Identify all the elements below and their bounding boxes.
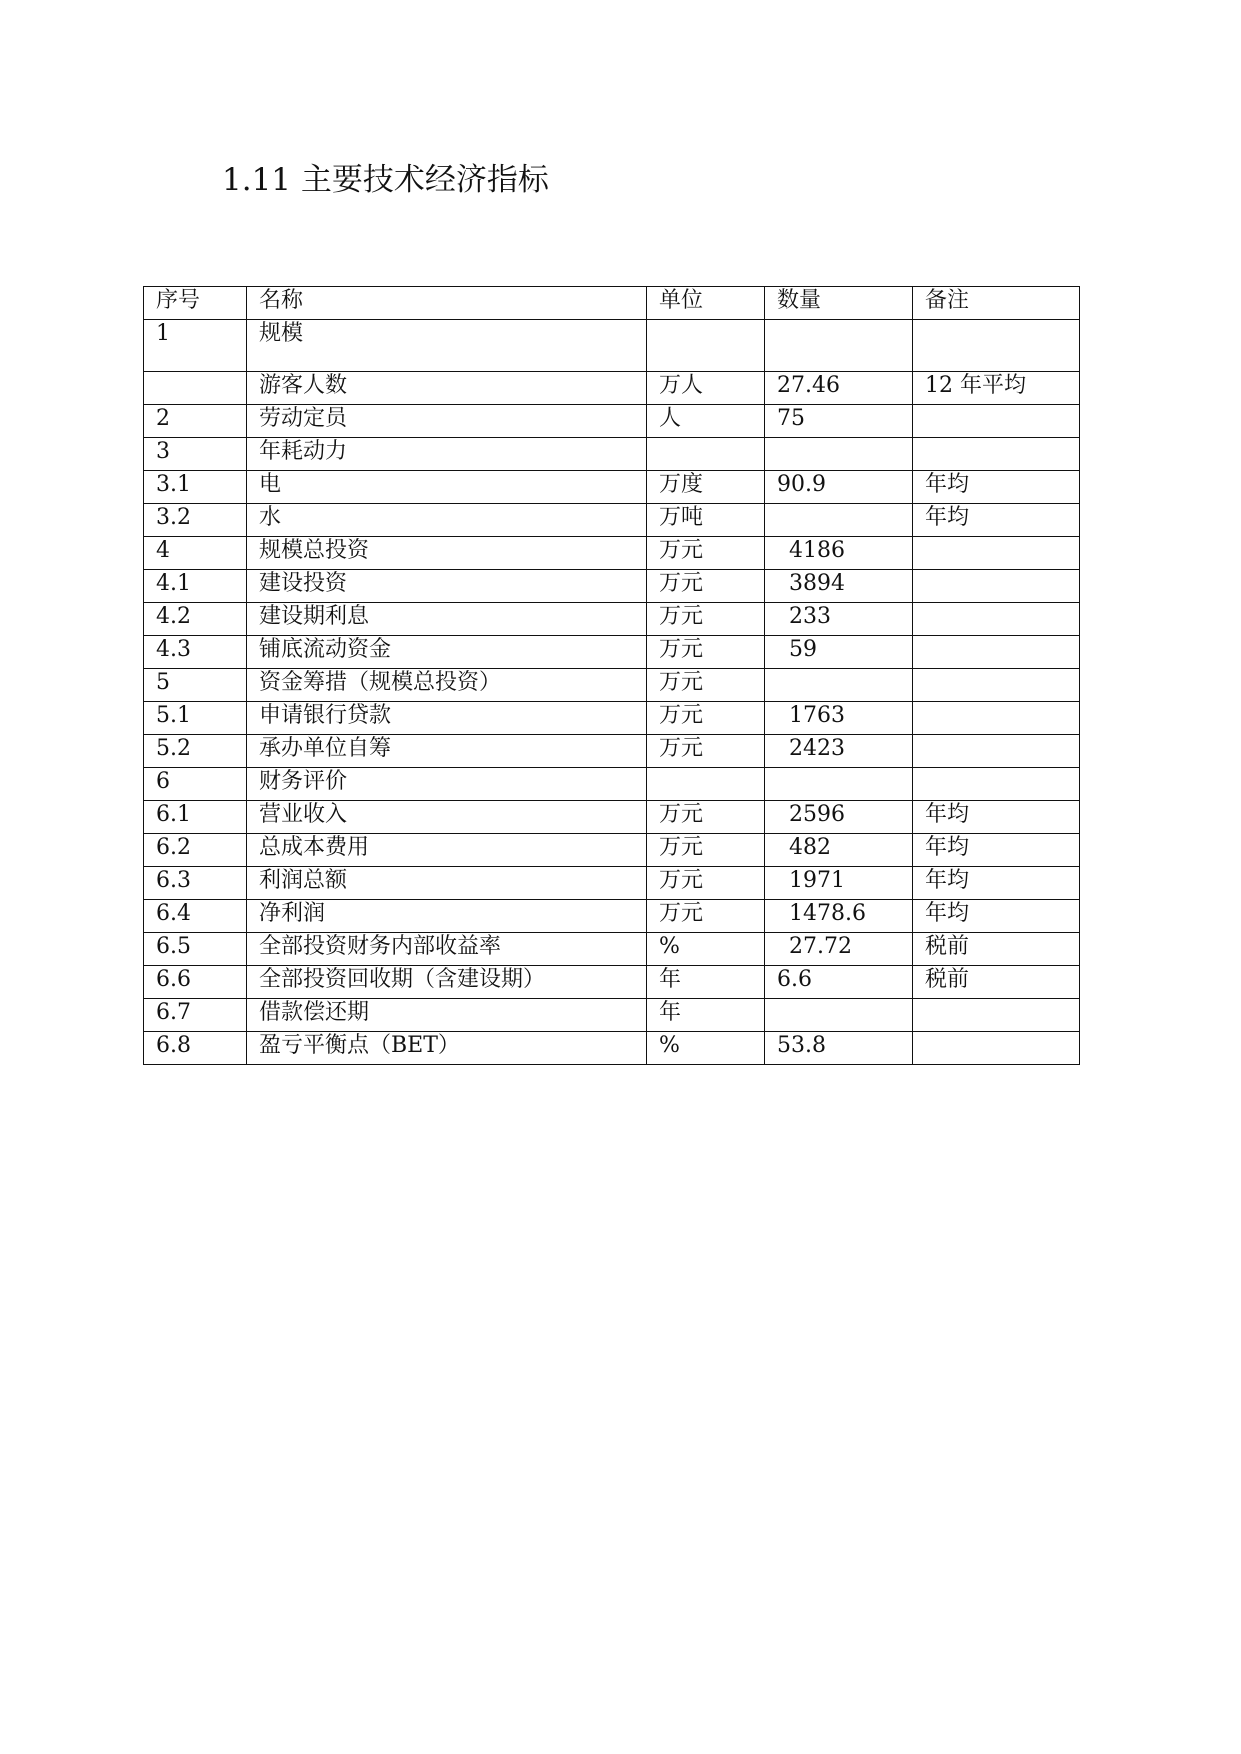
cell-unit: 万元	[647, 702, 765, 735]
cell-no: 3.1	[144, 471, 247, 504]
cell-unit: 万元	[647, 867, 765, 900]
table-row	[144, 570, 1080, 603]
table-row	[144, 320, 1080, 372]
cell-unit: 万元	[647, 801, 765, 834]
cell-qty	[765, 768, 913, 801]
cell-note	[913, 768, 1080, 801]
cell-qty: 2423	[765, 735, 913, 768]
cell-qty	[765, 669, 913, 702]
cell-note	[913, 320, 1080, 372]
cell-name: 全部投资回收期（含建设期）	[247, 966, 647, 999]
cell-unit: 万元	[647, 900, 765, 933]
cell-note: 年均	[913, 504, 1080, 537]
header-cell-unit: 单位	[647, 287, 765, 320]
cell-note: 税前	[913, 966, 1080, 999]
indicators-table	[143, 286, 1080, 1065]
cell-unit: 万元	[647, 636, 765, 669]
cell-unit: 人	[647, 405, 765, 438]
cell-note	[913, 669, 1080, 702]
cell-unit: 万元	[647, 570, 765, 603]
cell-note: 年均	[913, 867, 1080, 900]
cell-unit: 年	[647, 999, 765, 1032]
cell-name: 盈亏平衡点（BET）	[247, 1032, 647, 1065]
cell-name: 总成本费用	[247, 834, 647, 867]
cell-no: 1	[144, 320, 247, 372]
table-row	[144, 801, 1080, 834]
table-row	[144, 603, 1080, 636]
cell-name: 申请银行贷款	[247, 702, 647, 735]
cell-unit: 万元	[647, 537, 765, 570]
cell-no: 3	[144, 438, 247, 471]
cell-no: 5.1	[144, 702, 247, 735]
cell-unit: 万度	[647, 471, 765, 504]
table-row	[144, 636, 1080, 669]
table-row	[144, 471, 1080, 504]
cell-no: 6.5	[144, 933, 247, 966]
cell-qty: 1971	[765, 867, 913, 900]
cell-no: 5.2	[144, 735, 247, 768]
cell-no: 3.2	[144, 504, 247, 537]
cell-qty	[765, 320, 913, 372]
table-row	[144, 966, 1080, 999]
cell-note	[913, 537, 1080, 570]
cell-note: 年均	[913, 801, 1080, 834]
cell-qty: 1763	[765, 702, 913, 735]
cell-note	[913, 1032, 1080, 1065]
cell-unit: 万元	[647, 834, 765, 867]
cell-no: 4.3	[144, 636, 247, 669]
table-row	[144, 405, 1080, 438]
cell-note	[913, 438, 1080, 471]
cell-no: 6.6	[144, 966, 247, 999]
cell-name: 建设期利息	[247, 603, 647, 636]
cell-name: 建设投资	[247, 570, 647, 603]
cell-no: 2	[144, 405, 247, 438]
cell-note	[913, 603, 1080, 636]
cell-name: 财务评价	[247, 768, 647, 801]
cell-no: 4	[144, 537, 247, 570]
cell-no: 6.1	[144, 801, 247, 834]
cell-name: 电	[247, 471, 647, 504]
cell-qty: 90.9	[765, 471, 913, 504]
cell-no: 5	[144, 669, 247, 702]
cell-no	[144, 372, 247, 405]
cell-unit: 万元	[647, 603, 765, 636]
cell-qty: 27.46	[765, 372, 913, 405]
cell-name: 承办单位自筹	[247, 735, 647, 768]
table-row	[144, 702, 1080, 735]
table-row	[144, 867, 1080, 900]
table-row	[144, 900, 1080, 933]
cell-name: 资金筹措（规模总投资）	[247, 669, 647, 702]
header-cell-no: 序号	[144, 287, 247, 320]
cell-no: 6.3	[144, 867, 247, 900]
cell-no: 6.7	[144, 999, 247, 1032]
cell-name: 铺底流动资金	[247, 636, 647, 669]
cell-qty: 2596	[765, 801, 913, 834]
cell-note	[913, 405, 1080, 438]
table-row	[144, 537, 1080, 570]
cell-qty: 1478.6	[765, 900, 913, 933]
cell-note: 12 年平均	[913, 372, 1080, 405]
header-cell-qty: 数量	[765, 287, 913, 320]
cell-note	[913, 636, 1080, 669]
cell-note	[913, 735, 1080, 768]
cell-no: 6	[144, 768, 247, 801]
cell-unit: 万吨	[647, 504, 765, 537]
cell-qty: 3894	[765, 570, 913, 603]
cell-qty: 4186	[765, 537, 913, 570]
cell-no: 4.2	[144, 603, 247, 636]
header-cell-note: 备注	[913, 287, 1080, 320]
cell-qty: 233	[765, 603, 913, 636]
cell-qty: 53.8	[765, 1032, 913, 1065]
cell-name: 全部投资财务内部收益率	[247, 933, 647, 966]
cell-qty	[765, 504, 913, 537]
cell-unit: 万元	[647, 735, 765, 768]
table-row	[144, 669, 1080, 702]
cell-unit	[647, 768, 765, 801]
table-row	[144, 933, 1080, 966]
table-header-row	[144, 287, 1080, 320]
cell-unit: %	[647, 933, 765, 966]
cell-name: 年耗动力	[247, 438, 647, 471]
cell-note: 年均	[913, 471, 1080, 504]
cell-no: 4.1	[144, 570, 247, 603]
cell-name: 利润总额	[247, 867, 647, 900]
cell-name: 水	[247, 504, 647, 537]
cell-name: 劳动定员	[247, 405, 647, 438]
table-row	[144, 1032, 1080, 1065]
cell-name: 规模	[247, 320, 647, 372]
table-row	[144, 834, 1080, 867]
table-row	[144, 768, 1080, 801]
cell-unit	[647, 438, 765, 471]
cell-qty	[765, 438, 913, 471]
table-row	[144, 735, 1080, 768]
cell-qty: 59	[765, 636, 913, 669]
cell-no: 6.2	[144, 834, 247, 867]
table-row	[144, 504, 1080, 537]
cell-name: 游客人数	[247, 372, 647, 405]
header-cell-name: 名称	[247, 287, 647, 320]
cell-unit: 年	[647, 966, 765, 999]
cell-qty: 482	[765, 834, 913, 867]
table-row	[144, 372, 1080, 405]
cell-no: 6.4	[144, 900, 247, 933]
cell-name: 规模总投资	[247, 537, 647, 570]
cell-note: 年均	[913, 900, 1080, 933]
cell-qty	[765, 999, 913, 1032]
cell-note: 税前	[913, 933, 1080, 966]
cell-qty: 75	[765, 405, 913, 438]
cell-qty: 6.6	[765, 966, 913, 999]
table-row	[144, 999, 1080, 1032]
section-heading: 1.11 主要技术经济指标	[222, 162, 549, 198]
cell-unit: %	[647, 1032, 765, 1065]
cell-note	[913, 999, 1080, 1032]
cell-note	[913, 570, 1080, 603]
cell-qty: 27.72	[765, 933, 913, 966]
cell-no: 6.8	[144, 1032, 247, 1065]
cell-name: 净利润	[247, 900, 647, 933]
cell-unit: 万人	[647, 372, 765, 405]
cell-name: 营业收入	[247, 801, 647, 834]
cell-note: 年均	[913, 834, 1080, 867]
table-row	[144, 438, 1080, 471]
cell-note	[913, 702, 1080, 735]
cell-name: 借款偿还期	[247, 999, 647, 1032]
cell-unit: 万元	[647, 669, 765, 702]
cell-unit	[647, 320, 765, 372]
